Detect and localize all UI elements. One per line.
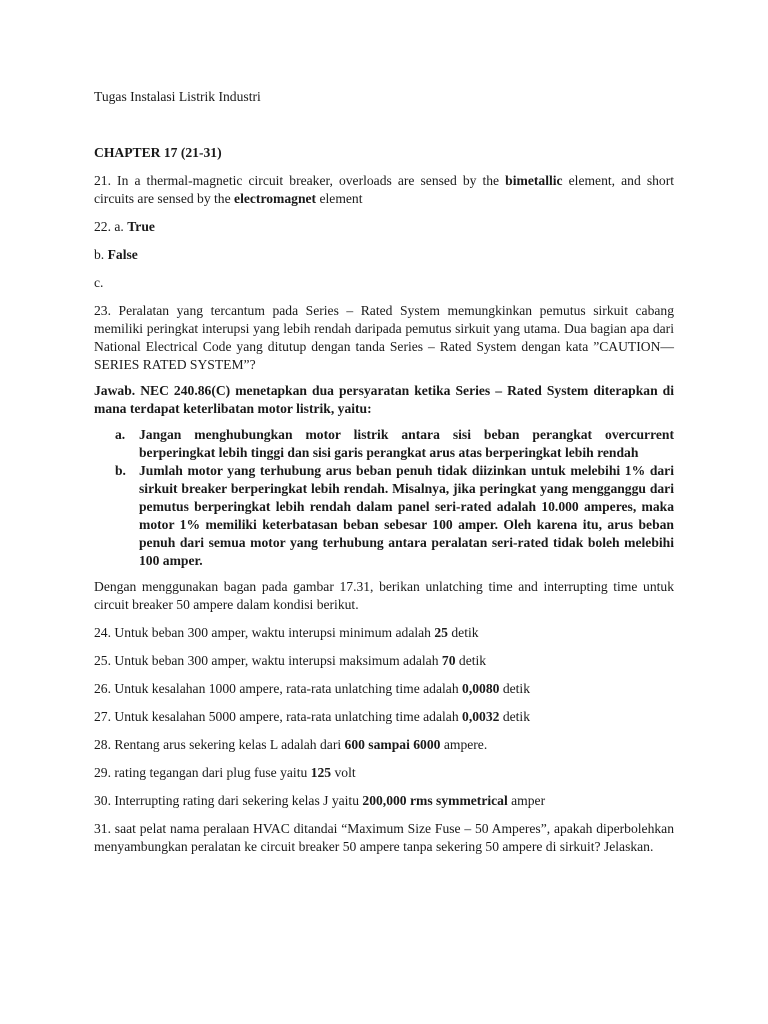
question-24: 24. Untuk beban 300 amper, waktu interupsi minimum adalah 25 detik <box>94 625 479 640</box>
answer-23-list <box>94 426 674 570</box>
question-25: 25. Untuk beban 300 amper, waktu interupsi maksimum adalah 70 detik <box>94 653 487 668</box>
answer-23-intro: Jawab. NEC 240.86(C) menetapkan dua persyaratan ketika Series – Rated System diterapkan di mana terdapat keterlibatan motor listrik, yaitu: <box>94 383 674 416</box>
question-22-option-a: 22. a. True <box>94 219 155 234</box>
question-22-option-c: c. <box>94 275 104 290</box>
question-22-option-b: b. False <box>94 247 138 262</box>
question-28: 28. Rentang arus sekering kelas L adalah dari 600 sampai 6000 ampere. <box>94 737 488 752</box>
question-29: 29. rating tegangan dari plug fuse yaitu 125 volt <box>94 765 356 780</box>
list-item: a. Jangan menghubungkan motor listrik antara sisi beban perangkat overcurrent berperingkat lebih tinggi dan sisi garis perangkat arus atas berperingkat lebih rendah <box>115 427 674 460</box>
question-30: 30. Interrupting rating dari sekering kelas J yaitu 200,000 rms symmetrical amper <box>94 793 546 808</box>
question-27: 27. Untuk kesalahan 5000 ampere, rata-rata unlatching time adalah 0,0032 detik <box>94 709 531 724</box>
question-21: 21. In a thermal-magnetic circuit breaker, overloads are sensed by the bimetallic element, and short circuits are sensed by the electromagnet element <box>94 173 675 206</box>
question-26: 26. Untuk kesalahan 1000 ampere, rata-rata unlatching time adalah 0,0080 detik <box>94 681 531 696</box>
document-title: Tugas Instalasi Listrik Industri <box>94 89 261 104</box>
question-31: 31. saat pelat nama peralaan HVAC ditandai “Maximum Size Fuse – 50 Amperes”, apakah diperbolehkan menyambungkan peralatan ke circuit breaker 50 ampere tanpa sekering 50 ampere di sirkuit? Jelaskan. <box>94 821 674 854</box>
list-item: b. Jumlah motor yang terhubung arus beban penuh tidak diizinkan untuk melebihi 1% dari sirkuit breaker berperingkat lebih rendah. Misalnya, jika peringkat yang mengganggu dari pemutus berperingkat lebih rendah dalam panel seri-rated adalah 10.000 amperes, maka motor 1% memiliki keterbatasan beban sebesar 100 amper. Oleh karena itu, arus beban penuh dari semua motor yang terhubung antara peralatan seri-rated tidak boleh melebihi 100 amper. <box>115 463 674 568</box>
chapter-heading: CHAPTER 17 (21-31) <box>94 145 222 160</box>
chart-instruction: Dengan menggunakan bagan pada gambar 17.31, berikan unlatching time and interrupting time untuk circuit breaker 50 ampere dalam kondisi berikut. <box>94 579 674 612</box>
question-23: 23. Peralatan yang tercantum pada Series – Rated System memungkinkan pemutus sirkuit cabang memiliki peringkat interupsi yang lebih rendah daripada pemutus sirkuit yang utama. Dua bagian apa dari National Electrical Code yang ditutup dengan tanda Series – Rated System dengan kata ”CAUTION—SERIES RATED SYSTEM”? <box>94 303 674 372</box>
